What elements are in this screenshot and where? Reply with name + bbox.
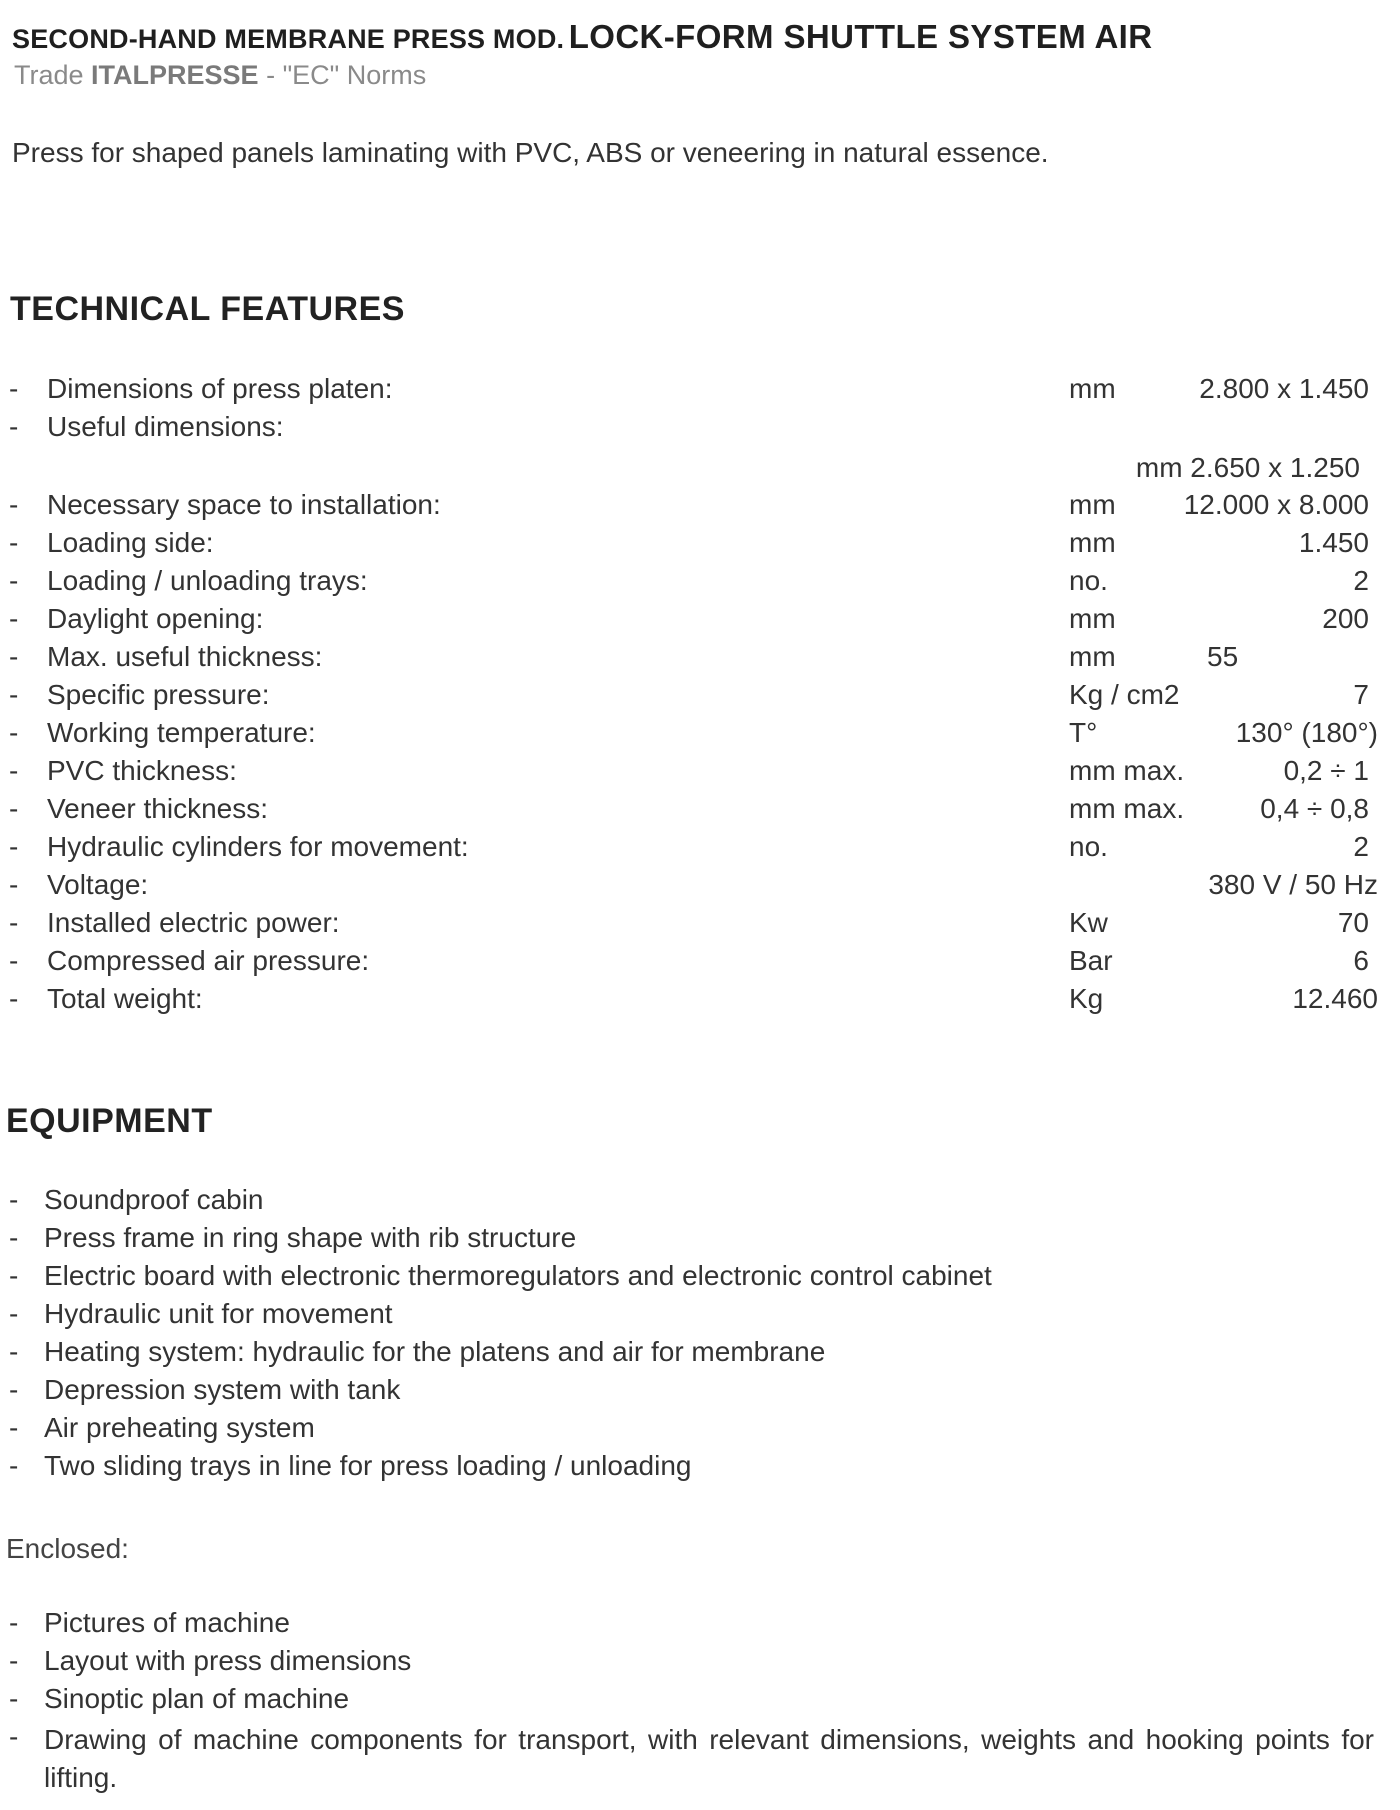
spec-value: 12.460 — [1292, 983, 1378, 1014]
bullet-dash: - — [9, 983, 19, 1014]
equipment-item: Depression system with tank — [44, 1374, 401, 1405]
spec-unit: mm — [1069, 527, 1116, 558]
spec-value: 1.450 — [1298, 527, 1369, 558]
bullet-dash: - — [9, 489, 19, 520]
spec-row — [0, 679, 1400, 717]
spec-label: Total weight: — [47, 983, 203, 1014]
equipment-item: Soundproof cabin — [44, 1184, 264, 1215]
equipment-item: Heating system: hydraulic for the platens and air for membrane — [44, 1336, 826, 1367]
enclosed-item: Layout with press dimensions — [44, 1645, 412, 1676]
bullet-dash: - — [9, 793, 19, 824]
spec-value: 0,4 ÷ 0,8 — [1260, 793, 1369, 824]
spec-row — [0, 831, 1400, 869]
spec-row — [0, 489, 1400, 527]
spec-label: Veneer thickness: — [47, 793, 269, 824]
bullet-dash: - — [9, 869, 19, 900]
technical-features-heading: TECHNICAL FEATURES — [10, 290, 405, 328]
spec-value: 0,2 ÷ 1 — [1283, 755, 1369, 786]
spec-label: Daylight opening: — [47, 603, 264, 634]
spec-row — [0, 411, 1400, 449]
bullet-dash: - — [9, 907, 19, 938]
spec-row — [0, 945, 1400, 983]
spec-row — [0, 373, 1400, 411]
spec-unit: Kw — [1069, 907, 1108, 938]
enclosed-item: Pictures of machine — [44, 1607, 290, 1638]
spec-row — [0, 983, 1400, 1021]
spec-value: 7 — [1353, 679, 1369, 710]
bullet-dash: - — [9, 1450, 19, 1481]
spec-unit: Bar — [1069, 945, 1113, 976]
spec-value: mm 2.650 x 1.250 — [1135, 452, 1360, 483]
title-part-2: LOCK-FORM SHUTTLE SYSTEM AIR — [568, 18, 1153, 55]
bullet-dash: - — [9, 1298, 19, 1329]
bullet-dash: - — [9, 945, 19, 976]
intro-paragraph: Press for shaped panels laminating with PVC, ABS or veneering in natural essence. — [12, 137, 1049, 168]
bullet-dash: - — [9, 679, 19, 710]
spec-unit: no. — [1069, 831, 1108, 862]
spec-value: 2 — [1353, 831, 1369, 862]
spec-unit: Kg — [1069, 983, 1104, 1014]
spec-label: Loading / unloading trays: — [47, 565, 368, 596]
spec-row — [0, 793, 1400, 831]
spec-label: Dimensions of press platen: — [47, 373, 393, 404]
spec-label: Specific pressure: — [47, 679, 270, 710]
trade-brand: ITALPRESSE — [91, 60, 259, 90]
spec-value: 2.800 x 1.450 — [1199, 373, 1369, 404]
bullet-dash: - — [9, 1607, 19, 1638]
spec-row — [0, 907, 1400, 945]
spec-row — [0, 869, 1400, 907]
bullet-dash: - — [9, 1645, 19, 1676]
bullet-dash: - — [9, 1222, 19, 1253]
enclosed-item: Sinoptic plan of machine — [44, 1683, 350, 1714]
spec-row — [0, 603, 1400, 641]
spec-unit: T° — [1069, 717, 1098, 748]
spec-label: Loading side: — [47, 527, 214, 558]
spec-unit: mm — [1069, 489, 1116, 520]
spec-label: Compressed air pressure: — [47, 945, 370, 976]
document-title — [12, 18, 1152, 56]
bullet-dash: - — [9, 411, 19, 442]
spec-row — [0, 527, 1400, 565]
equipment-item: Hydraulic unit for movement — [44, 1298, 393, 1329]
equipment-heading: EQUIPMENT — [6, 1102, 213, 1140]
bullet-dash: - — [9, 1721, 19, 1752]
spec-row — [0, 717, 1400, 755]
spec-value: 130° (180°) — [1235, 717, 1378, 748]
spec-value: 2 — [1353, 565, 1369, 596]
spec-unit: mm — [1069, 373, 1116, 404]
spec-unit: no. — [1069, 565, 1108, 596]
spec-value: 55 — [1207, 641, 1239, 672]
spec-unit: mm — [1069, 641, 1116, 672]
bullet-dash: - — [9, 1336, 19, 1367]
spec-row — [0, 565, 1400, 603]
equipment-item: Air preheating system — [44, 1412, 315, 1443]
bullet-dash: - — [9, 373, 19, 404]
spec-label: Max. useful thickness: — [47, 641, 323, 672]
spec-unit: mm — [1069, 603, 1116, 634]
bullet-dash: - — [9, 1374, 19, 1405]
equipment-item: Press frame in ring shape with rib structure — [44, 1222, 577, 1253]
bullet-dash: - — [9, 1683, 19, 1714]
equipment-item: Two sliding trays in line for press loading / unloading — [44, 1450, 692, 1481]
spec-row — [0, 641, 1400, 679]
spec-unit: mm max. — [1069, 793, 1185, 824]
bullet-dash: - — [9, 641, 19, 672]
spec-label: Voltage: — [47, 869, 149, 900]
spec-label: PVC thickness: — [47, 755, 237, 786]
trade-prefix: Trade — [14, 60, 84, 90]
bullet-dash: - — [9, 527, 19, 558]
spec-unit: mm max. — [1069, 755, 1185, 786]
spec-unit: Kg / cm2 — [1069, 679, 1180, 710]
spec-value: 70 — [1337, 907, 1369, 938]
bullet-dash: - — [9, 1184, 19, 1215]
bullet-dash: - — [9, 1260, 19, 1291]
enclosed-item: Drawing of machine components for transport, with relevant dimensions, weights and hooking points for lifting. — [44, 1724, 1374, 1793]
trade-line — [14, 60, 426, 91]
bullet-dash: - — [9, 717, 19, 748]
bullet-dash: - — [9, 565, 19, 596]
bullet-dash: - — [9, 1412, 19, 1443]
bullet-dash: - — [9, 831, 19, 862]
spec-value: 6 — [1353, 945, 1369, 976]
spec-value: 12.000 x 8.000 — [1183, 489, 1369, 520]
spec-value: 200 — [1322, 603, 1369, 634]
spec-label: Hydraulic cylinders for movement: — [47, 831, 469, 862]
bullet-dash: - — [9, 603, 19, 634]
equipment-item: Electric board with electronic thermoregulators and electronic control cabinet — [44, 1260, 992, 1291]
title-part-1: SECOND-HAND MEMBRANE PRESS MOD. — [12, 24, 565, 54]
spec-row — [0, 755, 1400, 793]
trade-suffix: - "EC" Norms — [266, 60, 427, 90]
spec-label: Useful dimensions: — [47, 411, 284, 442]
bullet-dash: - — [9, 755, 19, 786]
spec-label: Working temperature: — [47, 717, 316, 748]
spec-row-continued — [0, 452, 1400, 490]
enclosed-label: Enclosed: — [6, 1533, 129, 1564]
spec-label: Necessary space to installation: — [47, 489, 441, 520]
spec-label: Installed electric power: — [47, 907, 340, 938]
spec-value: 380 V / 50 Hz — [1208, 869, 1378, 900]
